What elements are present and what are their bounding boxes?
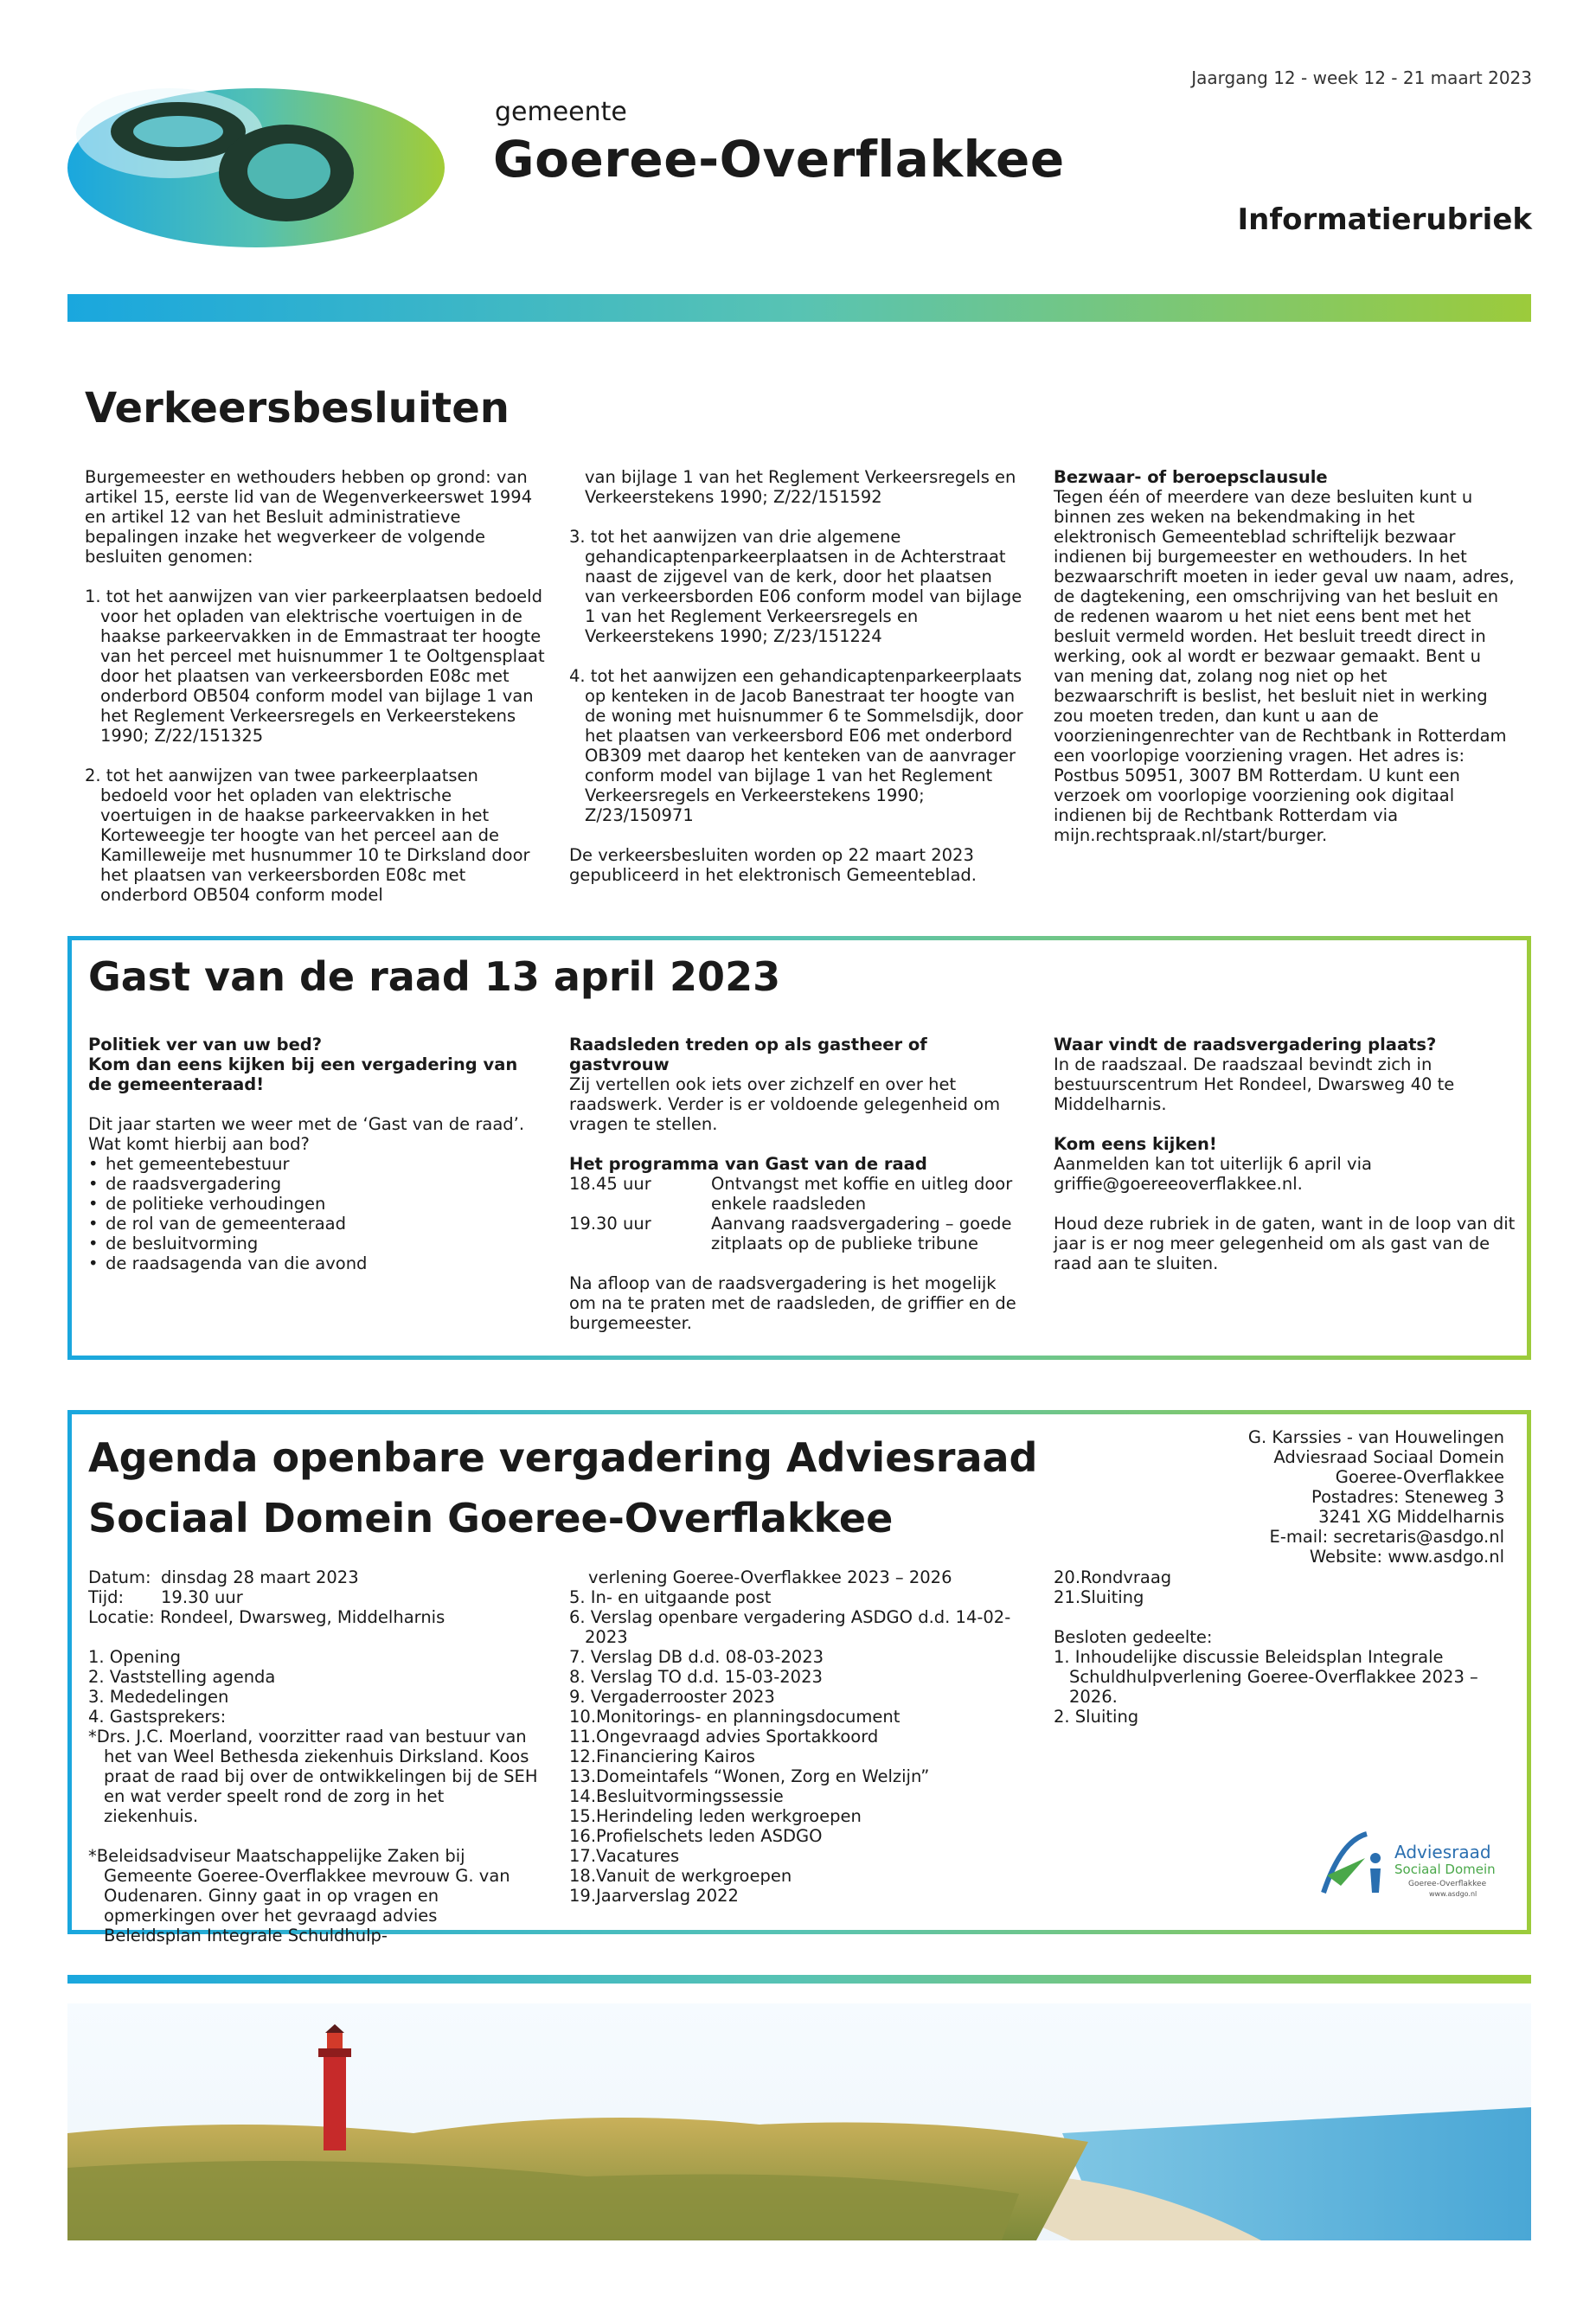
verkeer-item-3: 3. tot het aanwijzen van drie algemene gehandicaptenparkeerplaatsen in de Achterstraat naast de zijgevel van de kerk, door het plaatsen van verkeersborden E06 conform model van bijlage 1 van het Reglement Verkeersregels en Verkeerstekens 1990; Z/23/151224 — [569, 527, 1022, 646]
logo-text-2: Sociaal Domein — [1394, 1862, 1496, 1877]
agenda-item: 2. Vaststelling agenda — [88, 1667, 276, 1687]
agenda-item: 19.Jaarverslag 2022 — [569, 1886, 739, 1906]
contact-line: Postadres: Steneweg 3 — [1311, 1487, 1504, 1507]
logo-text-4: www.asdgo.nl — [1429, 1890, 1477, 1898]
agenda-item: 21.Sluiting — [1054, 1587, 1144, 1607]
contact-line: Website: www.asdgo.nl — [1309, 1547, 1504, 1567]
program-row — [569, 1174, 1019, 1214]
where-title: Waar vindt de raadsvergadering plaats? — [1054, 1035, 1437, 1054]
agenda-title-line-2: Sociaal Domein Goeree-Overflakkee — [88, 1495, 894, 1541]
verkeer-intro: Burgemeester en wethouders hebben op grond: van artikel 15, eerste lid van de Wegenverkeerswet 1994 en artikel 12 van het Besluit administratieve bepalingen inzake het wegverkeer de volgende besluiten genomen: — [85, 467, 533, 567]
gast-column-2 — [569, 1035, 1019, 1333]
agenda-item: 11.Ongevraagd advies Sportakkoord — [569, 1727, 879, 1747]
verkeer-item-4: 4. tot het aanwijzen een gehandicaptenparkeerplaats op kenteken in de Jacob Banestraat ter hoogte van de woning met huisnummer 6 te Sommelsdijk, door het plaatsen van verkeersbord E06 met onderbord OB309 met daarop het kenteken van de aanvrager conform model van bijlage 1 van het Reglement Verkeersregels en Verkeerstekens 1990; Z/23/150971 — [569, 666, 1023, 825]
agenda-contact — [1248, 1427, 1504, 1567]
verkeer-item-1: 1. tot het aanwijzen van vier parkeerplaatsen bedoeld voor het opladen van elektrische voertuigen in de haakse parkeervakken in de Emmastraat ter hoogte van het perceel met huisnummer 1 te Ooltgensplaat door het plaatsen van verkeersborden E08c met onderbord OB504 conform model van bijlage 1 van het Reglement Verkeersregels en Verkeerstekens 1990; Z/22/151325 — [85, 586, 545, 746]
gast-column-3 — [1054, 1035, 1516, 1273]
agenda-item: 15.Herindeling leden werkgroepen — [569, 1806, 862, 1826]
municipality-logo — [66, 71, 446, 253]
verkeer-title: Verkeersbesluiten — [85, 384, 510, 433]
agenda-item: 3. Mededelingen — [88, 1687, 229, 1707]
list-item: • de rol van de gemeenteraad — [88, 1214, 547, 1234]
closed-title: Besloten gedeelte: — [1054, 1627, 1213, 1647]
agenda-item: 16.Profielschets leden ASDGO — [569, 1826, 823, 1846]
list-item: • de raadsvergadering — [88, 1174, 547, 1194]
keep-text: Houd deze rubriek in de gaten, want in de loop van dit jaar is er nog meer gelegenheid om als gast van de raad aan te sluiten. — [1054, 1214, 1516, 1273]
verkeer-publish: De verkeersbesluiten worden op 22 maart 2023 gepubliceerd in het elektronisch Gemeenteblad. — [569, 845, 977, 885]
agenda-title-line-1: Agenda openbare vergadering Adviesraad — [88, 1434, 1038, 1481]
agenda-item: 10.Monitorings- en planningsdocument — [569, 1707, 901, 1727]
speaker-1: *Drs. J.C. Moerland, voorzitter raad van bestuur van het van Weel Bethesda ziekenhuis Dirksland. Koos praat de raad bij over de ontwikkelingen bij de SEH en wat verder speelt rond de zorg in het ziekenhuis. — [88, 1727, 538, 1826]
meeting-date — [88, 1567, 538, 1587]
host-title: Raadsleden treden op als gastheer of gastvrouw — [569, 1035, 927, 1074]
closed-item: 1. Inhoudelijke discussie Beleidsplan Integrale Schuldhulpverlening Goeree-Overflakkee 2023 – 2026. — [1054, 1647, 1478, 1707]
come-text: Aanmelden kan tot uiterlijk 6 april via griffie@goereeoverflakkee.nl. — [1054, 1154, 1372, 1194]
program-row — [569, 1214, 1019, 1253]
brand-name: Goeree-Overflakkee — [493, 130, 1065, 189]
date-value: dinsdag 28 maart 2023 — [161, 1567, 359, 1587]
lighthouse-photo — [67, 2003, 1531, 2240]
contact-line: 3241 XG Middelharnis — [1318, 1507, 1504, 1527]
objection-text: Tegen één of meerdere van deze besluiten kunt u binnen zes weken na bekendmaking in het elektronisch Gemeenteblad schriftelijk bezwaar indienen bij burgemeester en wethouders. In het bezwaarschrift moeten in ieder geval uw naam, adres, de dagtekening, een omschrijving van het besluit en de redenen waarom u het niet eens bent met het besluit vermeld worden. Het besluit treedt direct in werking, ook al wordt er bezwaar gemaakt. Bent u van mening dat, zolang nog niet op het bezwaarschrift is beslist, het besluit niet in werking zou moeten treden, dan kunt u aan de voorzieningenrechter van de Rechtbank in Rotterdam een voorlopige voorziening vragen. Het adres is: Postbus 50951, 3007 BM Rotterdam. U kunt een verzoek om voorlopige voorziening ook digitaal indienen bij de Rechtbank Rotterdam via mijn.rechtspraak.nl/start/burger. — [1054, 487, 1515, 845]
list-item: • de politieke verhoudingen — [88, 1194, 547, 1214]
agenda-column-1 — [88, 1567, 538, 1945]
lighthouse-tower — [324, 2055, 346, 2150]
brand-prefix: gemeente — [495, 97, 627, 127]
agenda-item: 1. Opening — [88, 1647, 182, 1667]
verkeer-item-2-cont: van bijlage 1 van het Reglement Verkeersregels en Verkeerstekens 1990; Z/22/151592 — [585, 467, 1016, 507]
program-time: 19.30 uur — [569, 1214, 651, 1234]
lighthouse-gallery — [318, 2048, 351, 2057]
agenda-item: 8. Verslag TO d.d. 15-03-2023 — [569, 1667, 823, 1687]
edition-info: Jaargang 12 - week 12 - 21 maart 2023 — [1191, 67, 1532, 88]
contact-line: E-mail: secretaris@asdgo.nl — [1269, 1527, 1504, 1547]
gast-title: Gast van de raad 13 april 2023 — [88, 953, 781, 1000]
agenda-item: 18.Vanuit de werkgroepen — [569, 1866, 792, 1886]
time-label: Tijd: — [88, 1587, 125, 1607]
gast-after: Na afloop van de raadsvergadering is het mogelijk om na te praten met de raadsleden, de griffier en de burgemeester. — [569, 1273, 1016, 1333]
agenda-item: 9. Vergaderrooster 2023 — [569, 1687, 775, 1707]
logo-text-3: Goeree-Overflakkee — [1408, 1880, 1487, 1888]
gast-question-2: Kom dan eens kijken bij een vergadering van de gemeenteraad! — [88, 1054, 518, 1094]
adviesraad-logo — [1315, 1823, 1514, 1919]
verkeer-column-2 — [569, 467, 1028, 905]
speaker-2-cont: verlening Goeree-Overflakkee 2023 – 2026 — [588, 1567, 952, 1587]
program-time: 18.45 uur — [569, 1174, 651, 1194]
location-value: Rondeel, Dwarsweg, Middelharnis — [159, 1607, 445, 1627]
speaker-2: *Beleidsadviseur Maatschappelijke Zaken bij Gemeente Goeree-Overflakkee mevrouw G. van Oudenaren. Ginny gaat in op vragen en opmerkingen over het gevraagd advies Beleidsplan Integrale Schuldhulp- — [88, 1846, 510, 1945]
agenda-item: 12.Financiering Kairos — [569, 1747, 755, 1766]
header-divider — [67, 294, 1531, 322]
contact-line: Adviesraad Sociaal Domein — [1273, 1447, 1504, 1467]
verkeer-column-3 — [1054, 467, 1516, 845]
verkeer-column-1 — [85, 467, 547, 925]
agenda-item: 7. Verslag DB d.d. 08-03-2023 — [569, 1647, 824, 1667]
logo-text-1: Adviesraad — [1394, 1842, 1491, 1862]
agenda-item: 20.Rondvraag — [1054, 1567, 1172, 1587]
rubric-title: Informatierubriek — [1237, 202, 1532, 237]
lighthouse-lantern — [327, 2033, 343, 2048]
gast-question-1: Politiek ver van uw bed? — [88, 1035, 323, 1054]
come-title: Kom eens kijken! — [1054, 1134, 1217, 1154]
agenda-item: 6. Verslag openbare vergadering ASDGO d.d. 14-02-2023 — [569, 1607, 1011, 1647]
agenda-column-3 — [1054, 1567, 1516, 1727]
location-label: Locatie: — [88, 1607, 155, 1627]
list-item: • het gemeentebestuur — [88, 1154, 547, 1174]
time-value: 19.30 uur — [161, 1587, 243, 1607]
meeting-location — [88, 1607, 538, 1627]
gast-column-1 — [88, 1035, 547, 1273]
agenda-title — [88, 1427, 1037, 1548]
logo-figure-head — [1370, 1853, 1381, 1863]
contact-line: Goeree-Overflakkee — [1335, 1467, 1504, 1487]
program-text: Ontvangst met koffie en uitleg door enkele raadsleden — [711, 1174, 1013, 1214]
gast-topics — [88, 1154, 547, 1273]
agenda-item: 4. Gastsprekers: — [88, 1707, 227, 1727]
date-label: Datum: — [88, 1567, 151, 1587]
list-item: • de raadsagenda van die avond — [88, 1253, 547, 1273]
agenda-item: 13.Domeintafels “Wonen, Zorg en Welzijn” — [569, 1766, 930, 1786]
contact-line: G. Karssies - van Houwelingen — [1247, 1427, 1504, 1447]
host-text: Zij vertellen ook iets over zichzelf en over het raadswerk. Verder is er voldoende gelegenheid om vragen te stellen. — [569, 1074, 1001, 1134]
gast-intro: Dit jaar starten we weer met de ‘Gast van de raad’. Wat komt hierbij aan bod? — [88, 1114, 525, 1154]
program-title: Het programma van Gast van de raad — [569, 1154, 927, 1174]
agenda-item: 17.Vacatures — [569, 1846, 680, 1866]
verkeer-item-2: 2. tot het aanwijzen van twee parkeerplaatsen bedoeld voor het opladen van elektrische voertuigen in de haakse parkeervakken in het Korteweegje ter hoogte van het perceel aan de Kamilleweije met husnummer 10 te Dirksland door het plaatsen van verkeersborden E08c met onderbord OB504 conform model — [85, 766, 530, 905]
logo-figure-body — [1370, 1868, 1381, 1893]
program-text: Aanvang raadsvergadering – goede zitplaats op de publieke tribune — [711, 1214, 1012, 1253]
closed-item: 2. Sluiting — [1054, 1707, 1139, 1727]
objection-title: Bezwaar- of beroepsclausule — [1054, 467, 1328, 487]
agenda-item: 14.Besluitvormingssessie — [569, 1786, 784, 1806]
agenda-item: 5. In- en uitgaande post — [569, 1587, 772, 1607]
where-text: In de raadszaal. De raadszaal bevindt zich in bestuurscentrum Het Rondeel, Dwarsweg 40 te Middelharnis. — [1054, 1054, 1455, 1114]
footer-divider — [67, 1975, 1531, 1984]
list-item: • de besluitvorming — [88, 1234, 547, 1253]
agenda-column-2 — [569, 1567, 1019, 1906]
meeting-time — [88, 1587, 538, 1607]
